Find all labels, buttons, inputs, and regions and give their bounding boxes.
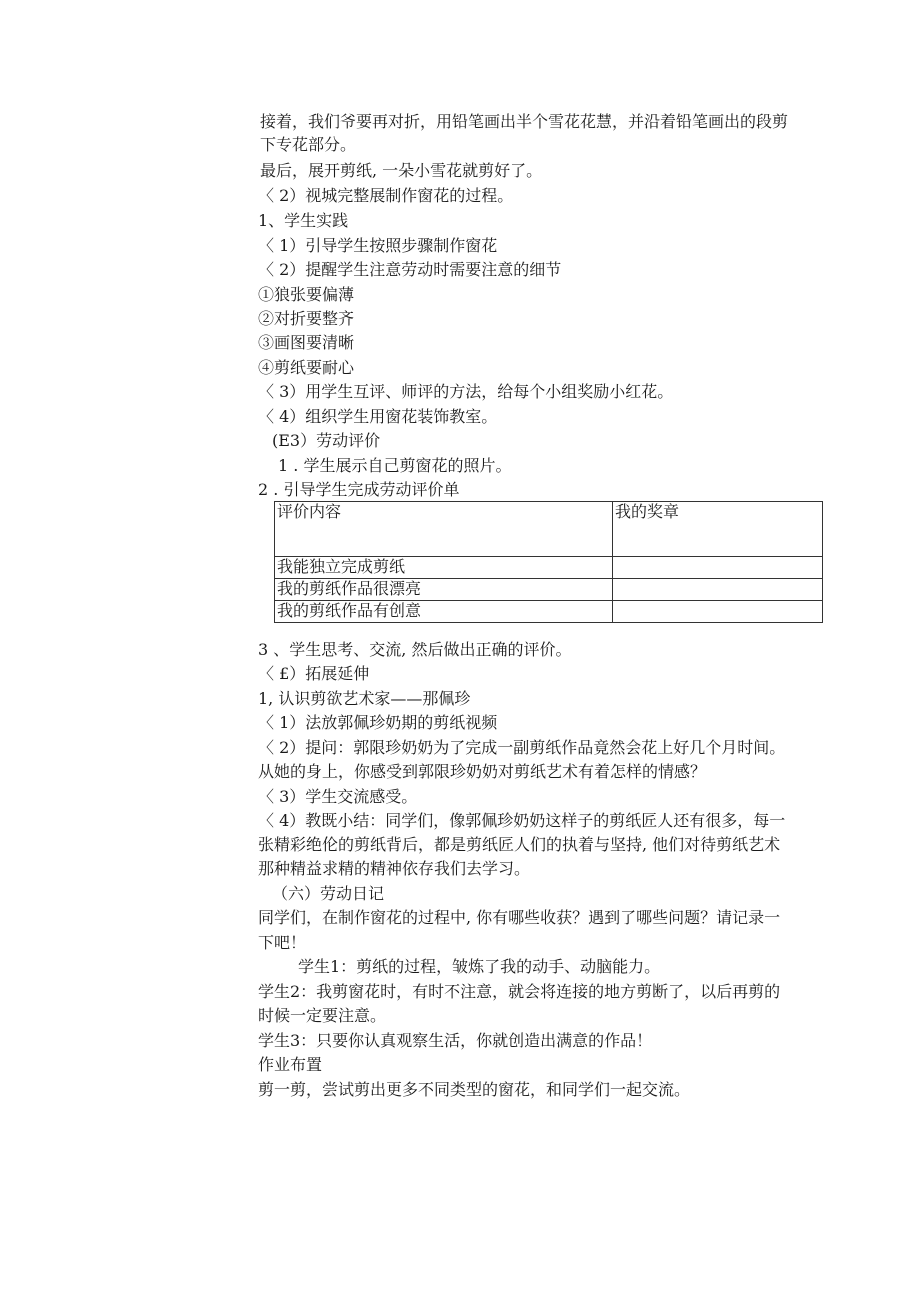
text-line: 〈 4）教既小结：同学们，像郭佩珍奶奶这样子的剪纸匠人还有很多，每一 [258,811,786,830]
text-line: 〈 1）引导学生按照步骤制作窗花 [258,236,498,255]
text-line: 〈 4）组织学生用窗花装饰教室。 [258,407,498,426]
text-line: 2 . 引导学生完成劳动评价单 [258,480,460,499]
section-heading: （六）劳动日记 [272,884,385,903]
text-line: 1 . 学生展示自己剪窗花的照片。 [278,456,512,475]
text-line: 时候一定要注意。 [258,1006,387,1025]
text-line: 同学们，在制作窗花的过程中, 你有哪些收获？遇到了哪些问题？请记录一 [258,908,781,927]
table-header-row [275,502,823,557]
table-row [275,579,823,601]
text-line: 接着，我们爷要再对折，用铅笔画出半个雪花花慧，并沿着铅笔画出的段剪 [260,112,789,131]
text-line: ①狼张要偏薄 [258,285,355,304]
text-line: 下吧！ [258,933,307,952]
text-line: 张精彩绝伦的剪纸背后，都是剪纸匠人们的执着与坚持, 他们对待剪纸艺术 [258,835,781,854]
table-cell: 我的剪纸作品很漂亮 [275,579,613,601]
table-header-cell: 评价内容 [275,502,613,557]
section-heading: 作业布置 [258,1055,323,1074]
text-line: 〈 £）拓展延伸 [258,664,370,683]
section-heading: (E3）劳动评价 [272,431,381,450]
table-header-cell: 我的奖章 [613,502,823,557]
text-line: 〈 3）用学生互评、师评的方法，给每个小组奖励小红花。 [258,382,674,401]
text-line: ②对折要整齐 [258,309,355,328]
text-line: 从她的身上，你感受到郭限珍奶奶对剪纸艺术有着怎样的情感？ [258,762,707,781]
text-line: 〈 2）视城完整展制作窗花的过程。 [258,186,514,205]
table-cell [613,601,823,623]
text-line: 3 、学生思考、交流, 然后做出正确的评价。 [258,640,572,659]
table-cell: 我能独立完成剪纸 [275,557,613,579]
evaluation-table [274,501,823,623]
table-cell [613,579,823,601]
text-line: 〈 2）提问：郭限珍奶奶为了完成一副剪纸作品竟然会花上好几个月时间。 [258,738,786,757]
table-cell [613,557,823,579]
text-line: 学生3：只要你认真观察生活，你就创造出满意的作品！ [258,1031,653,1050]
table-cell: 我的剪纸作品有创意 [275,601,613,623]
text-line: 下专花部分。 [260,135,357,154]
text-line: ③画图要清晰 [258,333,355,352]
text-line: 学生2：我剪窗花时，有时不注意，就会将连接的地方剪断了，以后再剪的 [258,982,781,1001]
text-line: 〈 2）提醒学生注意劳动时需要注意的细节 [258,260,562,279]
table-row [275,601,823,623]
text-line: 1、学生实践 [258,211,349,230]
table-row [275,557,823,579]
text-line: 剪一剪，尝试剪出更多不同类型的窗花，和同学们一起交流。 [258,1080,691,1099]
text-line: 学生1：剪纸的过程，皱炼了我的动手、动脑能力。 [298,957,661,976]
text-line: 最后，展开剪纸, 一朵小雪花就剪好了。 [260,161,543,180]
text-line: 〈 3）学生交流感受。 [258,787,418,806]
text-line: 那种精益求精的精神依存我们去学习。 [258,859,531,878]
text-line: 〈 1）法放郭佩珍奶期的剪纸视频 [258,713,498,732]
text-line: 1, 认识剪欲艺术家——那佩珍 [258,689,471,708]
text-line: ④剪纸要耐心 [258,358,355,377]
